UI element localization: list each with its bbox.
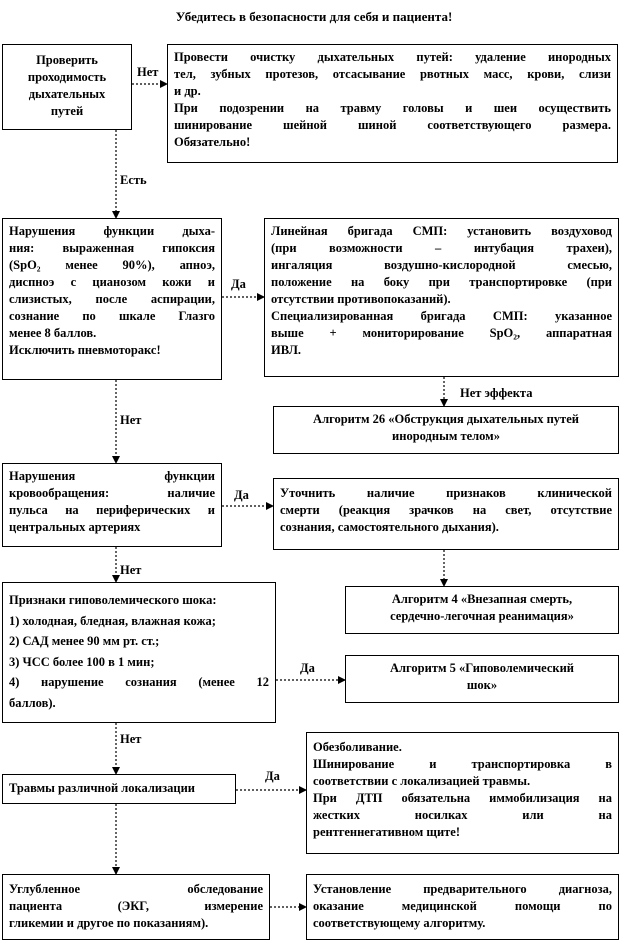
check-airway-box: Проверить проходимость дыхательных путей <box>2 44 132 130</box>
diagnosis-box: Установление предварительного диагноза, оказание медицинской помощи по соответствующему алгоритму. <box>306 874 619 940</box>
deep-exam-box: Углубленное обследование пациента (ЭКГ, измерение гликемии и другое по показаниям). <box>2 874 270 940</box>
label-yes-airway: Есть <box>120 173 147 187</box>
page-title: Убедитесь в безопасности для себя и пациента! <box>175 9 453 24</box>
breathing-disorders-box: Нарушения функции дыха- ния: выраженная гипоксия (SpO₂ менее 90%), апноэ, диспноэ с цианозом кожи и слизистых, после аспирации, сознание по шкале Глазго менее 8 баллов. Исключить пневмоторакс! <box>2 218 222 380</box>
label-no-breathing: Нет <box>120 413 142 427</box>
analgesia-box: Обезболивание. Шинирование и транспортировка в соответствии с локализацией травмы. При ДТП обязательна иммобилизация на жестких носилках или на рентгеннегативном щите! <box>306 732 619 854</box>
ems-actions-box: Линейная бригада СМП: установить воздуховод (при возможности – интубация трахеи), ингаляция воздушно-кислородной смесью, положение на боку при транспортировке (при отсутствии противопоказаний). Специализированная бригада СМП: указанное выше + мониторирование SpO₂, аппаратная ИВЛ. <box>264 218 619 377</box>
label-yes-shock: Да <box>300 661 315 675</box>
algorithm-5-box: Алгоритм 5 «Гиповолемический шок» <box>345 655 619 703</box>
algorithm-4-box: Алгоритм 4 «Внезапная смерть, сердечно-легочная реанимация» <box>345 586 619 634</box>
label-yes-trauma: Да <box>265 769 280 783</box>
clinical-death-box: Уточнить наличие признаков клинической смерти (реакция зрачков на свет, отсутствие сознания, самостоятельного дыхания). <box>273 478 619 550</box>
label-no-shock: Нет <box>120 732 142 746</box>
trauma-box: Травмы различной локализации <box>2 774 236 804</box>
label-no-effect: Нет эффекта <box>460 386 533 400</box>
label-yes-circulation: Да <box>234 488 249 502</box>
label-no-airway: Нет <box>137 65 159 79</box>
circulation-box: Нарушения функции кровообращения: наличие пульса на периферических и центральных артериях <box>2 463 222 547</box>
label-no-circulation: Нет <box>120 563 142 577</box>
algorithm-26-box: Алгоритм 26 «Обструкция дыхательных путей инородным телом» <box>273 406 619 454</box>
shock-signs-box: Признаки гиповолемического шока: 1) холодная, бледная, влажная кожа; 2) САД менее 90 мм рт. ст.; 3) ЧСС более 100 в 1 мин; 4) нарушение сознания (менее 12 баллов). <box>2 582 276 723</box>
label-yes-breathing: Да <box>231 277 246 291</box>
airway-cleaning-box: Провести очистку дыхательных путей: удаление инородных тел, зубных протезов, отсасывание рвотных масс, крови, слизи и др. При подозрении на травму головы и шеи осуществить шинирование шейной шиной соответствующего размера. Обязательно! <box>167 44 618 163</box>
